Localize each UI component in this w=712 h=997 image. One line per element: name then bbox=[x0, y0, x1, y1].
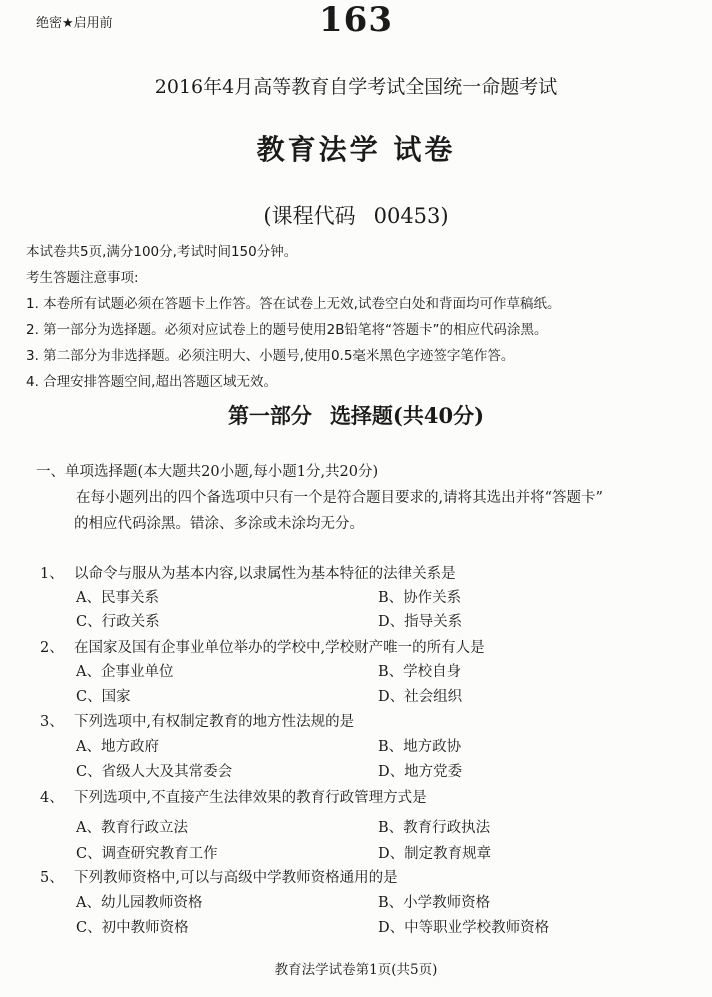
option-b: B、协作关系 bbox=[378, 590, 462, 606]
part1-heading bbox=[0, 400, 712, 430]
option-b: B、教育行政执法 bbox=[378, 820, 491, 836]
option-d: D、指导关系 bbox=[378, 614, 463, 630]
part1-title: 第一部分 bbox=[227, 403, 312, 428]
paper-code: 163 bbox=[319, 0, 393, 40]
section1-instruction: 在每小题列出的四个备选项中只有一个是符合题目要求的,请将其选出并将“答题卡” bbox=[76, 490, 603, 506]
course-code-line bbox=[0, 200, 712, 230]
question-text: 在国家及国有企事业单位举办的学校中,学校财产唯一的所有人是 bbox=[74, 640, 485, 656]
option-d: D、中等职业学校教师资格 bbox=[378, 920, 550, 936]
option-c: C、行政关系 bbox=[76, 614, 160, 630]
secret-label: 绝密★启用前 bbox=[36, 16, 113, 31]
option-a: A、地方政府 bbox=[76, 739, 159, 755]
option-d: D、社会组织 bbox=[378, 689, 463, 705]
course-code-prefix: (课程代码 bbox=[263, 204, 356, 228]
question-text: 下列教师资格中,可以与高级中学教师资格通用的是 bbox=[74, 870, 398, 886]
question-text: 下列选项中,有权制定教育的地方性法规的是 bbox=[74, 714, 355, 730]
course-code-number: 00453) bbox=[373, 204, 449, 228]
option-a: A、教育行政立法 bbox=[76, 820, 188, 836]
question-number: 2、 bbox=[40, 640, 64, 656]
notes-heading: 考生答题注意事项: bbox=[26, 270, 139, 286]
note-item: 2. 第一部分为选择题。必须对应试卷上的题号使用2B铅笔将“答题卡”的相应代码涂黑。 bbox=[26, 322, 548, 338]
option-b: B、学校自身 bbox=[378, 664, 462, 680]
question-number: 4、 bbox=[40, 790, 64, 806]
note-item: 4. 合理安排答题空间,超出答题区域无效。 bbox=[26, 374, 277, 390]
part1-subtitle: 选择题(共40分) bbox=[329, 403, 485, 428]
option-c: C、省级人大及其常委会 bbox=[76, 764, 233, 780]
option-a: A、幼儿园教师资格 bbox=[76, 895, 203, 911]
option-d: D、地方党委 bbox=[378, 764, 463, 780]
option-c: C、调查研究教育工作 bbox=[76, 846, 218, 862]
exam-title: 2016年4月高等教育自学考试全国统一命题考试 bbox=[154, 76, 558, 98]
section1-instruction: 的相应代码涂黑。错涂、多涂或未涂均无分。 bbox=[74, 516, 364, 532]
option-a: A、企事业单位 bbox=[76, 664, 174, 680]
subject-title: 教育法学 试卷 bbox=[256, 133, 456, 166]
question-number: 1、 bbox=[40, 566, 64, 582]
question-text: 下列选项中,不直接产生法律效果的教育行政管理方式是 bbox=[74, 790, 427, 806]
note-item: 3. 第二部分为非选择题。必须注明大、小题号,使用0.5毫米黑色字迹签字笔作答。 bbox=[26, 348, 515, 364]
section1-heading: 一、单项选择题(本大题共20小题,每小题1分,共20分) bbox=[36, 464, 379, 480]
option-b: B、地方政协 bbox=[378, 739, 462, 755]
question-number: 3、 bbox=[40, 714, 64, 730]
option-a: A、民事关系 bbox=[76, 590, 159, 606]
option-c: C、国家 bbox=[76, 689, 131, 705]
question-text: 以命令与服从为基本内容,以隶属性为基本特征的法律关系是 bbox=[74, 566, 456, 582]
page-footer: 教育法学试卷第1页(共5页) bbox=[274, 962, 438, 978]
option-b: B、小学教师资格 bbox=[378, 895, 491, 911]
question-number: 5、 bbox=[40, 870, 64, 886]
option-d: D、制定教育规章 bbox=[378, 846, 492, 862]
option-c: C、初中教师资格 bbox=[76, 920, 189, 936]
paper-info: 本试卷共5页,满分100分,考试时间150分钟。 bbox=[26, 244, 298, 260]
note-item: 1. 本卷所有试题必须在答题卡上作答。答在试卷上无效,试卷空白处和背面均可作草稿纸。 bbox=[26, 296, 561, 312]
